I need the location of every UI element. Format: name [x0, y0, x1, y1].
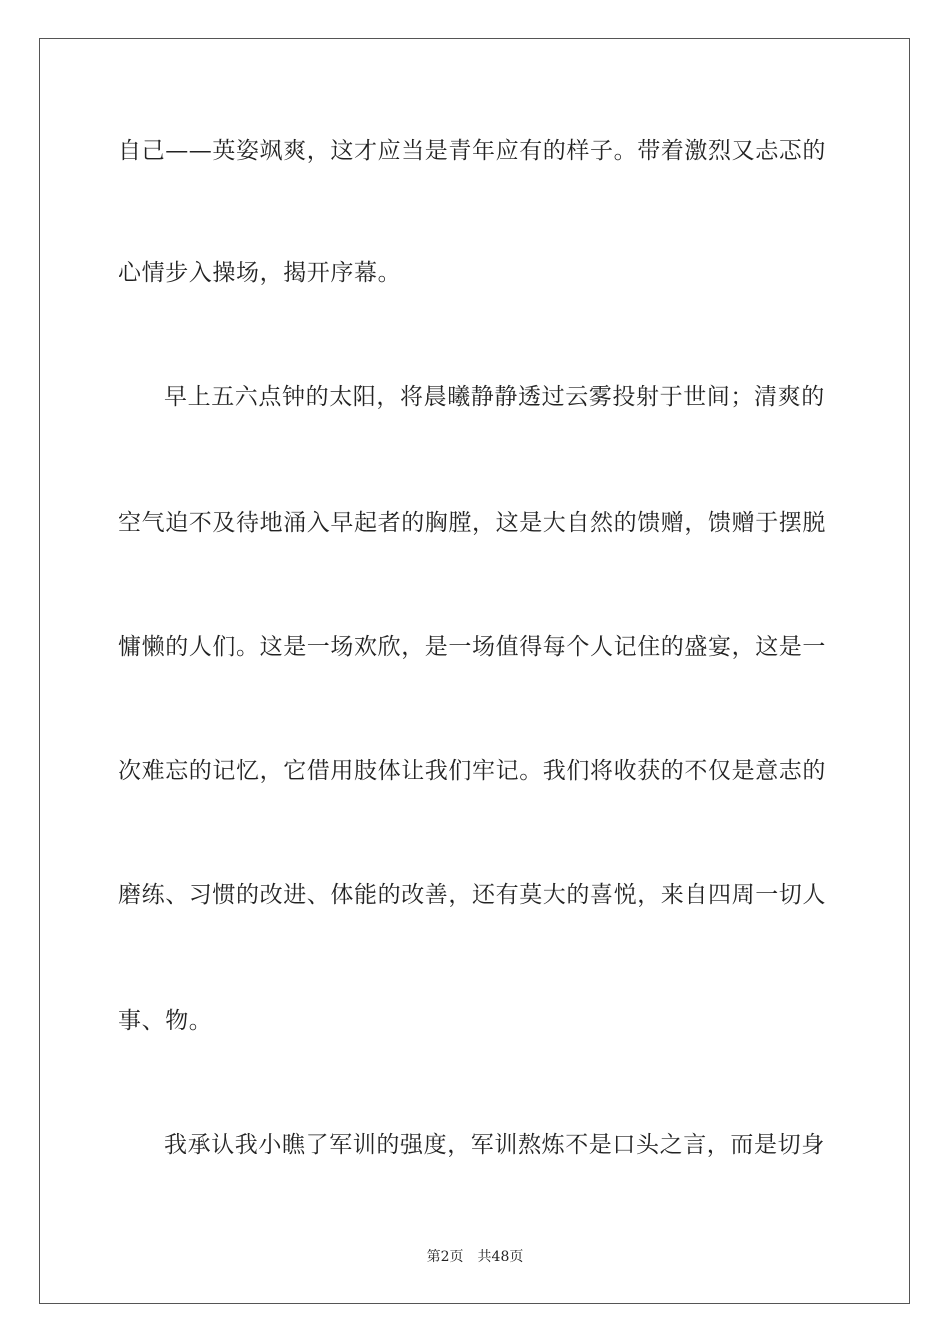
- body-line: 空气迫不及待地涌入早起者的胸膛，这是大自然的馈赠，馈赠于摆脱: [118, 510, 826, 536]
- body-line: 次难忘的记忆，它借用肢体让我们牢记。我们将收获的不仅是意志的: [118, 758, 826, 784]
- body-line: 磨练、习惯的改进、体能的改善，还有莫大的喜悦，来自四周一切人: [118, 882, 826, 908]
- body-line: 心情步入操场，揭开序幕。: [118, 260, 402, 286]
- page-total: 共48页: [477, 1249, 524, 1265]
- page-footer: [0, 1248, 950, 1266]
- body-line-paragraph-start: 早上五六点钟的太阳，将晨曦静静透过云雾投射于世间；清爽的: [164, 384, 825, 410]
- page-frame: [39, 38, 910, 1304]
- body-line: 慵懒的人们。这是一场欢欣，是一场值得每个人记住的盛宴，这是一: [118, 634, 826, 660]
- body-line: 自己——英姿飒爽，这才应当是青年应有的样子。带着激烈又忐忑的: [118, 138, 826, 164]
- body-line: 事、物。: [118, 1008, 213, 1034]
- body-line-paragraph-start: 我承认我小瞧了军训的强度，军训熬炼不是口头之言，而是切身: [164, 1132, 825, 1158]
- page-number: 第2页: [426, 1249, 464, 1265]
